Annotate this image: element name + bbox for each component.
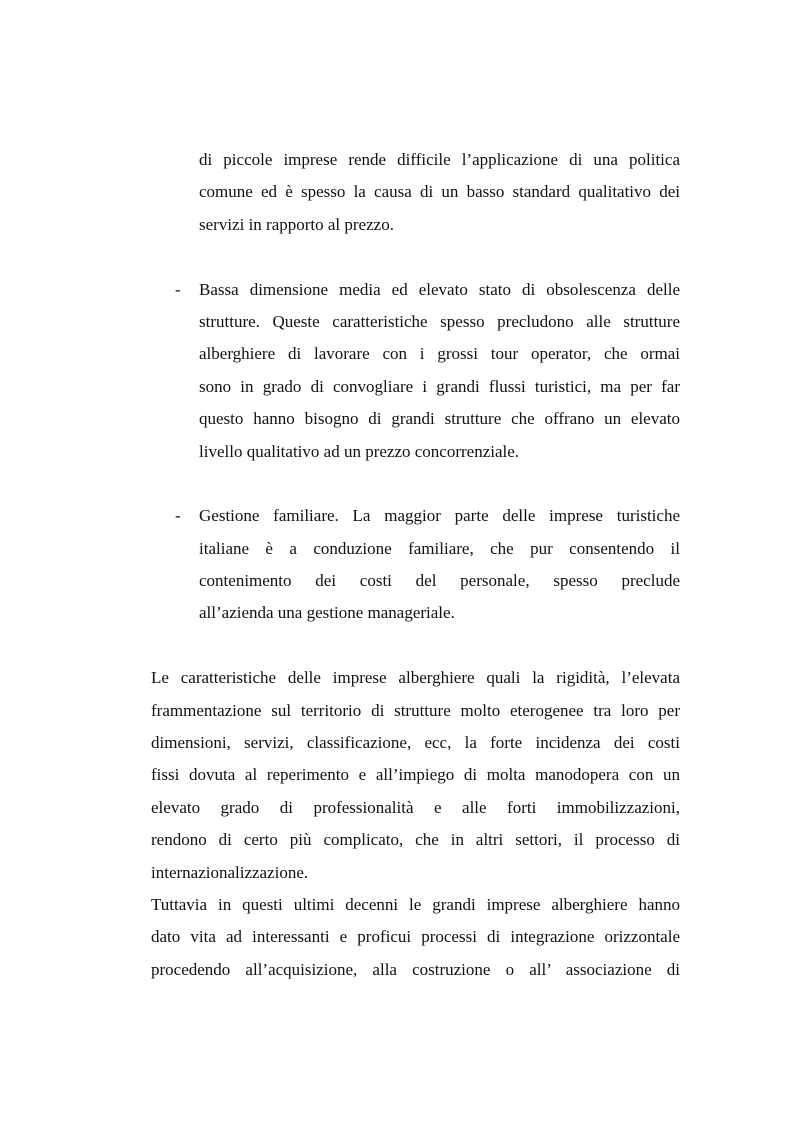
text-line: strutture. Queste caratteristiche spesso precludono alle strutture [199, 311, 680, 331]
text-line: comune ed è spesso la causa di un basso standard qualitativo dei [199, 182, 680, 202]
text-line: rendono di certo più complicato, che in altri settori, il processo di [151, 830, 680, 850]
text-line: frammentazione sul territorio di strutture molto eterogenee tra loro per [151, 700, 680, 720]
text-line: questo hanno bisogno di grandi strutture che offrano un elevato [199, 409, 680, 429]
text-line: fissi dovuta al reperimento e all’impiego di molta manodopera con un [151, 765, 680, 785]
text-line: italiane è a conduzione familiare, che pur consentendo il [199, 538, 680, 558]
text-line: procedendo all’acquisizione, alla costruzione o all’ associazione di [151, 959, 680, 979]
text-line: elevato grado di professionalità e alle forti immobilizzazioni, [151, 797, 680, 817]
text-line: Bassa dimensione media ed elevato stato di obsolescenza delle [199, 279, 680, 299]
text-line: dato vita ad interessanti e proficui processi di integrazione orizzontale [151, 927, 680, 947]
text-line: Tuttavia in questi ultimi decenni le grandi imprese alberghiere hanno [151, 894, 680, 914]
text-line: all’azienda una gestione manageriale. [199, 603, 455, 623]
text-line: sono in grado di convogliare i grandi flussi turistici, ma per far [199, 376, 680, 396]
text-line: contenimento dei costi del personale, spesso preclude [199, 571, 680, 591]
paragraph [151, 662, 680, 889]
bullet-dash: - [175, 279, 181, 299]
bullet-dash: - [175, 506, 181, 526]
paragraph [151, 889, 680, 986]
text-line: Le caratteristiche delle imprese alberghiere quali la rigidità, l’elevata [151, 668, 680, 688]
continuation-text [199, 144, 680, 241]
page-body [151, 144, 680, 986]
text-line: Gestione familiare. La maggior parte delle imprese turistiche [199, 506, 680, 526]
text-line: servizi in rapporto al prezzo. [199, 214, 394, 234]
text-line: di piccole imprese rende difficile l’applicazione di una politica [199, 150, 680, 169]
text-line: alberghiere di lavorare con i grossi tour operator, che ormai [199, 344, 680, 364]
bullet-item [151, 274, 680, 468]
bullet-item [151, 500, 680, 630]
text-line: dimensioni, servizi, classificazione, ecc, la forte incidenza dei costi [151, 733, 680, 753]
text-line: internazionalizzazione. [151, 862, 309, 882]
text-line: livello qualitativo ad un prezzo concorrenziale. [199, 441, 520, 461]
